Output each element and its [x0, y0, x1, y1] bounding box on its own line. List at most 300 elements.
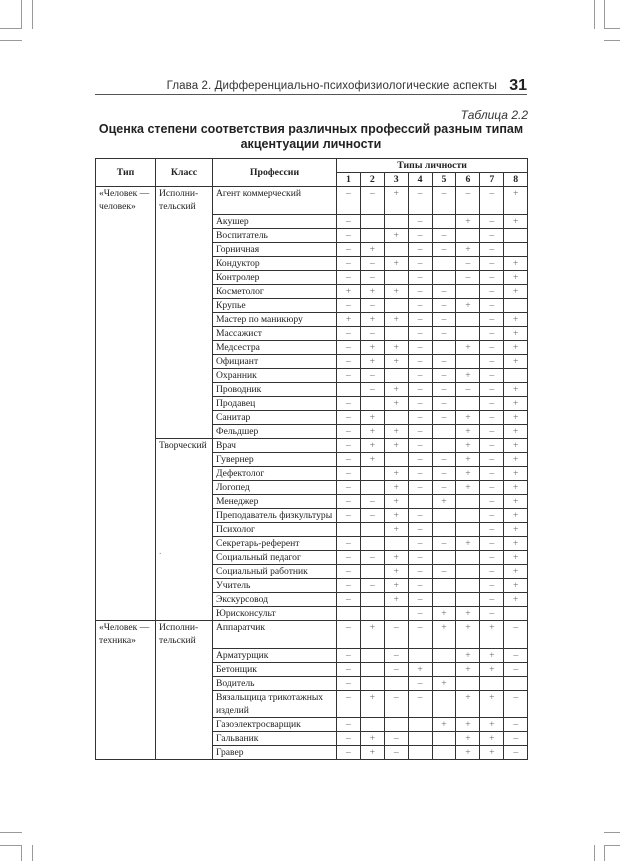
cell-mark: [360, 718, 384, 732]
cell-mark: [360, 229, 384, 243]
cell-mark: –: [337, 243, 361, 257]
cell-mark: –: [408, 243, 432, 257]
cell-profession: Менеджер: [213, 495, 337, 509]
cell-mark: +: [480, 746, 504, 760]
cell-class: [156, 187, 213, 439]
cell-mark: +: [432, 718, 456, 732]
header-type-number: 2: [360, 173, 384, 187]
crop-mark-br-v2: [604, 845, 605, 861]
cell-mark: +: [384, 229, 408, 243]
cell-mark: +: [384, 579, 408, 593]
cell-mark: –: [360, 257, 384, 271]
cell-mark: –: [480, 341, 504, 355]
cell-mark: –: [337, 299, 361, 313]
cell-mark: [504, 243, 528, 257]
cell-profession: Кондуктор: [213, 257, 337, 271]
cell-mark: –: [337, 411, 361, 425]
cell-mark: [384, 215, 408, 229]
cell-mark: –: [504, 621, 528, 649]
cell-mark: –: [408, 327, 432, 341]
cell-mark: –: [432, 453, 456, 467]
cell-mark: [456, 313, 480, 327]
cell-mark: +: [456, 453, 480, 467]
cell-mark: –: [337, 229, 361, 243]
cell-mark: +: [504, 327, 528, 341]
cell-mark: [456, 593, 480, 607]
cell-mark: –: [360, 551, 384, 565]
cell-mark: –: [408, 481, 432, 495]
crop-mark-tr-h2: [604, 40, 620, 41]
cell-mark: [456, 677, 480, 691]
cell-profession: Продавец: [213, 397, 337, 411]
cell-mark: +: [384, 509, 408, 523]
cell-mark: –: [337, 425, 361, 439]
cell-mark: +: [432, 495, 456, 509]
header-type-number: 8: [504, 173, 528, 187]
cell-mark: [456, 327, 480, 341]
cell-mark: –: [432, 355, 456, 369]
cell-mark: +: [456, 439, 480, 453]
cell-mark: [408, 649, 432, 663]
cell-mark: +: [384, 425, 408, 439]
cell-mark: –: [360, 509, 384, 523]
cell-mark: +: [504, 341, 528, 355]
cell-mark: [432, 425, 456, 439]
cell-mark: +: [504, 355, 528, 369]
header-type-number: 4: [408, 173, 432, 187]
cell-profession: Юрисконсульт: [213, 607, 337, 621]
cell-mark: –: [360, 187, 384, 215]
cell-mark: +: [384, 495, 408, 509]
cell-mark: +: [408, 663, 432, 677]
cell-mark: +: [384, 383, 408, 397]
cell-mark: +: [480, 718, 504, 732]
header-class: Класс: [156, 159, 213, 187]
cell-mark: –: [408, 509, 432, 523]
cell-mark: –: [480, 523, 504, 537]
cell-mark: –: [337, 593, 361, 607]
cell-profession: Акушер: [213, 215, 337, 229]
profession-accentuation-table: [95, 158, 528, 760]
cell-mark: [360, 467, 384, 481]
cell-mark: +: [504, 565, 528, 579]
cell-mark: [408, 718, 432, 732]
cell-profession: Массажист: [213, 327, 337, 341]
cell-profession: Горничная: [213, 243, 337, 257]
cell-mark: –: [337, 327, 361, 341]
cell-type: «Человек — человек»: [96, 187, 156, 621]
cell-mark: [432, 439, 456, 453]
cell-type: «Человек — техника»: [96, 621, 156, 760]
cell-profession: Гальваник: [213, 732, 337, 746]
cell-mark: +: [504, 551, 528, 565]
cell-mark: +: [456, 718, 480, 732]
cell-class: [156, 439, 213, 621]
cell-mark: [432, 257, 456, 271]
cell-mark: +: [384, 439, 408, 453]
cell-profession: Крупье: [213, 299, 337, 313]
cell-mark: –: [360, 327, 384, 341]
cell-mark: –: [480, 271, 504, 285]
cell-mark: –: [408, 369, 432, 383]
cell-mark: –: [432, 397, 456, 411]
cell-mark: +: [504, 509, 528, 523]
cell-mark: [360, 649, 384, 663]
cell-mark: +: [504, 313, 528, 327]
cell-mark: [384, 327, 408, 341]
cell-mark: –: [480, 215, 504, 229]
crop-mark-tr-v: [594, 0, 595, 29]
cell-mark: +: [504, 257, 528, 271]
cell-mark: [456, 523, 480, 537]
cell-mark: [432, 215, 456, 229]
cell-mark: [384, 677, 408, 691]
crop-mark-tr-h: [604, 28, 620, 29]
cell-mark: –: [408, 383, 432, 397]
cell-mark: –: [432, 411, 456, 425]
cell-mark: +: [480, 663, 504, 677]
cell-profession: Контролер: [213, 271, 337, 285]
cell-mark: –: [432, 565, 456, 579]
cell-mark: [408, 732, 432, 746]
cell-mark: [408, 495, 432, 509]
cell-mark: –: [408, 565, 432, 579]
cell-profession: Гравер: [213, 746, 337, 760]
cell-class-label: Исполни-тельский: [159, 622, 199, 646]
crop-mark-tr-v2: [604, 0, 605, 29]
cell-mark: +: [480, 732, 504, 746]
cell-mark: –: [337, 746, 361, 760]
cell-profession: Гувернер: [213, 453, 337, 467]
cell-mark: –: [432, 383, 456, 397]
cell-mark: [360, 663, 384, 677]
cell-mark: [432, 732, 456, 746]
cell-mark: [384, 271, 408, 285]
cell-mark: –: [408, 313, 432, 327]
cell-mark: +: [480, 649, 504, 663]
cell-mark: +: [504, 411, 528, 425]
cell-mark: –: [456, 257, 480, 271]
cell-profession: Врач: [213, 439, 337, 453]
cell-mark: [504, 229, 528, 243]
cell-mark: –: [337, 481, 361, 495]
cell-mark: [384, 299, 408, 313]
cell-mark: [360, 565, 384, 579]
cell-mark: –: [337, 691, 361, 718]
cell-mark: –: [337, 621, 361, 649]
cell-profession: Социальный педагог: [213, 551, 337, 565]
cell-mark: –: [504, 718, 528, 732]
cell-mark: +: [384, 481, 408, 495]
cell-mark: +: [504, 481, 528, 495]
cell-mark: [337, 607, 361, 621]
cell-mark: –: [432, 327, 456, 341]
cell-mark: [360, 593, 384, 607]
cell-mark: –: [384, 746, 408, 760]
cell-mark: [384, 718, 408, 732]
cell-mark: +: [456, 481, 480, 495]
cell-mark: +: [456, 691, 480, 718]
cell-mark: +: [504, 439, 528, 453]
cell-mark: [384, 537, 408, 551]
cell-mark: –: [432, 229, 456, 243]
cell-mark: +: [384, 285, 408, 299]
cell-mark: –: [432, 299, 456, 313]
cell-mark: +: [456, 746, 480, 760]
cell-profession: Аппаратчик: [213, 621, 337, 649]
cell-mark: +: [384, 257, 408, 271]
cell-mark: +: [360, 621, 384, 649]
cell-mark: –: [408, 551, 432, 565]
cell-mark: +: [504, 495, 528, 509]
cell-mark: [456, 509, 480, 523]
cell-mark: [360, 215, 384, 229]
cell-mark: [432, 523, 456, 537]
cell-mark: +: [360, 243, 384, 257]
cell-mark: –: [408, 299, 432, 313]
cell-profession: Агент коммерческий: [213, 187, 337, 215]
cell-profession: Секретарь-референт: [213, 537, 337, 551]
cell-mark: [432, 649, 456, 663]
cell-mark: +: [432, 607, 456, 621]
cell-mark: +: [504, 285, 528, 299]
cell-mark: –: [480, 257, 504, 271]
table-row: [96, 621, 528, 649]
cell-mark: –: [480, 453, 504, 467]
cell-profession: Преподаватель физкультуры: [213, 509, 337, 523]
cell-mark: –: [337, 565, 361, 579]
cell-mark: [384, 369, 408, 383]
cell-mark: –: [408, 257, 432, 271]
cell-mark: [432, 551, 456, 565]
cell-mark: –: [337, 397, 361, 411]
cell-mark: +: [456, 425, 480, 439]
cell-mark: –: [384, 663, 408, 677]
cell-mark: [384, 607, 408, 621]
cell-mark: –: [408, 271, 432, 285]
cell-mark: –: [408, 593, 432, 607]
cell-mark: –: [480, 313, 504, 327]
cell-mark: [480, 677, 504, 691]
cell-mark: +: [456, 663, 480, 677]
cell-mark: [337, 523, 361, 537]
cell-mark: [360, 481, 384, 495]
cell-mark: +: [456, 732, 480, 746]
cell-mark: –: [432, 481, 456, 495]
cell-profession: Социальный работник: [213, 565, 337, 579]
cell-mark: –: [480, 439, 504, 453]
cell-mark: –: [408, 537, 432, 551]
cell-mark: –: [480, 397, 504, 411]
cell-mark: –: [360, 495, 384, 509]
cell-mark: –: [504, 691, 528, 718]
cell-mark: +: [504, 593, 528, 607]
header-type-number: 5: [432, 173, 456, 187]
cell-mark: [456, 495, 480, 509]
cell-mark: +: [360, 439, 384, 453]
cell-mark: [504, 299, 528, 313]
cell-mark: –: [408, 397, 432, 411]
cell-mark: [504, 607, 528, 621]
cell-mark: –: [408, 677, 432, 691]
cell-mark: –: [480, 243, 504, 257]
cell-mark: +: [456, 215, 480, 229]
cell-mark: –: [337, 467, 361, 481]
cell-mark: [456, 285, 480, 299]
cell-mark: +: [456, 621, 480, 649]
cell-profession: Воспитатель: [213, 229, 337, 243]
cell-mark: +: [360, 355, 384, 369]
header-types-group: Типы личности: [337, 159, 528, 173]
cell-mark: –: [408, 523, 432, 537]
cell-mark: +: [456, 243, 480, 257]
cell-mark: –: [504, 649, 528, 663]
header-profession: Профессии: [213, 159, 337, 187]
cell-mark: [360, 607, 384, 621]
cell-mark: –: [384, 649, 408, 663]
cell-mark: –: [432, 313, 456, 327]
table-title-line1: Оценка степени соответствия различных профессий разным типам: [98, 122, 524, 136]
cell-mark: +: [456, 537, 480, 551]
cell-mark: –: [408, 453, 432, 467]
cell-mark: [456, 579, 480, 593]
cell-mark: –: [480, 495, 504, 509]
crop-mark-br-h: [604, 832, 620, 833]
cell-mark: –: [432, 285, 456, 299]
cell-mark: +: [360, 285, 384, 299]
running-head-title: Глава 2. Дифференциально-психофизиологические аспекты: [166, 80, 497, 92]
cell-mark: +: [337, 313, 361, 327]
cell-mark: –: [480, 579, 504, 593]
cell-mark: +: [504, 271, 528, 285]
cell-mark: +: [432, 677, 456, 691]
cell-mark: –: [337, 663, 361, 677]
cell-mark: [432, 746, 456, 760]
cell-mark: –: [408, 439, 432, 453]
crop-mark-tl-v2: [32, 0, 33, 29]
cell-mark: [432, 579, 456, 593]
cell-mark: +: [504, 579, 528, 593]
crop-mark-bl-v2: [32, 845, 33, 861]
cell-profession: Вязальщица трикотажных изделий: [213, 691, 337, 718]
cell-mark: –: [337, 439, 361, 453]
cell-mark: [456, 355, 480, 369]
cell-mark: +: [384, 355, 408, 369]
cell-mark: +: [384, 565, 408, 579]
cell-profession: Официант: [213, 355, 337, 369]
cell-mark: –: [480, 467, 504, 481]
cell-mark: +: [456, 607, 480, 621]
cell-mark: +: [360, 313, 384, 327]
cell-mark: –: [480, 481, 504, 495]
cell-profession: Санитар: [213, 411, 337, 425]
cell-mark: [456, 551, 480, 565]
cell-mark: [456, 565, 480, 579]
cell-mark: –: [337, 677, 361, 691]
cell-mark: –: [456, 383, 480, 397]
header-type-number: 1: [337, 173, 361, 187]
cell-mark: +: [384, 593, 408, 607]
crop-mark-tl-v: [21, 0, 22, 29]
cell-mark: –: [337, 537, 361, 551]
cell-mark: [360, 397, 384, 411]
cell-mark: [432, 691, 456, 718]
cell-mark: –: [408, 285, 432, 299]
cell-mark: +: [504, 425, 528, 439]
cell-mark: –: [384, 621, 408, 649]
cell-mark: [432, 593, 456, 607]
cell-mark: –: [408, 229, 432, 243]
cell-profession: Фельдшер: [213, 425, 337, 439]
cell-mark: [504, 677, 528, 691]
cell-mark: +: [360, 425, 384, 439]
crop-mark-tl-h: [0, 28, 22, 29]
cell-profession: Проводник: [213, 383, 337, 397]
cell-mark: [456, 229, 480, 243]
table-row: [96, 187, 528, 215]
cell-mark: –: [337, 257, 361, 271]
cell-mark: +: [456, 467, 480, 481]
cell-mark: –: [408, 691, 432, 718]
cell-profession: Арматурщик: [213, 649, 337, 663]
cell-profession: Медсестра: [213, 341, 337, 355]
header-type: Тип: [96, 159, 156, 187]
cell-mark: [456, 397, 480, 411]
cell-profession: Газоэлектросварщик: [213, 718, 337, 732]
cell-mark: –: [337, 453, 361, 467]
cell-mark: +: [360, 691, 384, 718]
cell-mark: –: [337, 187, 361, 215]
crop-mark-bl-h2: [0, 845, 22, 846]
cell-mark: [504, 369, 528, 383]
crop-mark-bl-v: [21, 845, 22, 861]
cell-mark: +: [432, 621, 456, 649]
cell-mark: [384, 411, 408, 425]
crop-mark-br-v: [594, 845, 595, 861]
cell-mark: –: [408, 579, 432, 593]
header-type-number: 6: [456, 173, 480, 187]
table-header: [96, 159, 528, 187]
cell-mark: –: [456, 271, 480, 285]
cell-mark: –: [432, 467, 456, 481]
stray-mark: .: [159, 546, 162, 557]
cell-mark: +: [504, 453, 528, 467]
cell-mark: –: [480, 369, 504, 383]
table-body: [96, 187, 528, 760]
cell-mark: –: [337, 732, 361, 746]
cell-mark: –: [408, 215, 432, 229]
crop-mark-br-h2: [604, 845, 620, 846]
cell-mark: +: [360, 746, 384, 760]
cell-mark: +: [360, 453, 384, 467]
cell-mark: [384, 453, 408, 467]
cell-mark: –: [480, 187, 504, 215]
running-head: [95, 77, 527, 95]
cell-mark: –: [408, 621, 432, 649]
cell-mark: –: [432, 369, 456, 383]
cell-mark: [360, 677, 384, 691]
cell-mark: +: [456, 649, 480, 663]
cell-mark: –: [337, 215, 361, 229]
cell-mark: –: [480, 509, 504, 523]
cell-profession: Мастер по маникюру: [213, 313, 337, 327]
cell-mark: –: [360, 369, 384, 383]
cell-mark: +: [504, 383, 528, 397]
cell-mark: [384, 243, 408, 257]
cell-class-label: Исполни-тельский: [159, 188, 199, 212]
cell-mark: +: [360, 411, 384, 425]
crop-mark-bl-h: [0, 832, 22, 833]
